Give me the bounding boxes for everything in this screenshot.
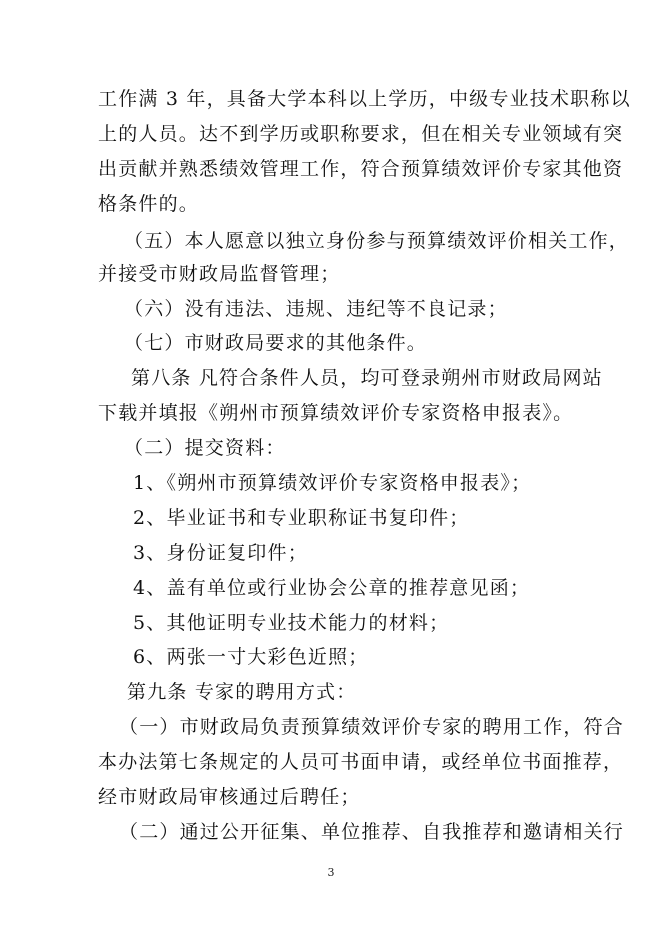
list-item: 3、身份证复印件；	[133, 542, 308, 564]
article-heading: 第九条 专家的聘用方式：	[127, 681, 357, 703]
paragraph-line: （一）市财政局负责预算绩效评价专家的聘用工作，符合	[119, 716, 625, 738]
paragraph-line: （五）本人愿意以独立身份参与预算绩效评价相关工作，	[124, 230, 630, 252]
list-item: 6、两张一寸大彩色近照；	[133, 646, 369, 668]
list-item: 4、盖有单位或行业协会公章的推荐意见函；	[133, 577, 531, 599]
paragraph-line: 格条件的。	[98, 193, 200, 215]
list-item: 1、《朔州市预算绩效评价专家资格申报表》；	[133, 472, 532, 494]
paragraph-line: 下载并填报《朔州市预算绩效评价专家资格申报表》。	[98, 402, 574, 424]
paragraph-line: 本办法第七条规定的人员可书面申请，或经单位书面推荐，	[98, 751, 624, 773]
paragraph-line: 经市财政局审核通过后聘任；	[98, 786, 361, 808]
section-heading: （二）提交资料：	[124, 437, 286, 459]
paragraph-line: （二）通过公开征集、单位推荐、自我推荐和邀请相关行	[119, 821, 625, 843]
page-number: 3	[327, 866, 335, 879]
paragraph-line: 出贡献并熟悉绩效管理工作，符合预算绩效评价专家其他资	[98, 158, 624, 180]
paragraph-line: 工作满 3 年，具备大学本科以上学历，中级专业技术职称以	[98, 88, 631, 110]
article-heading: 第八条 凡符合条件人员，均可登录朔州市财政局网站	[131, 367, 603, 389]
list-item: 5、其他证明专业技术能力的材料；	[133, 612, 450, 634]
paragraph-line: 上的人员。达不到学历或职称要求，但在相关专业领域有突	[98, 123, 624, 145]
paragraph-line: （七）市财政局要求的其他条件。	[124, 332, 428, 354]
list-item: 2、毕业证书和专业职称证书复印件；	[133, 507, 470, 529]
paragraph-line: 并接受市财政局监督管理；	[98, 263, 341, 285]
paragraph-line: （六）没有违法、违规、违纪等不良记录；	[124, 298, 508, 320]
